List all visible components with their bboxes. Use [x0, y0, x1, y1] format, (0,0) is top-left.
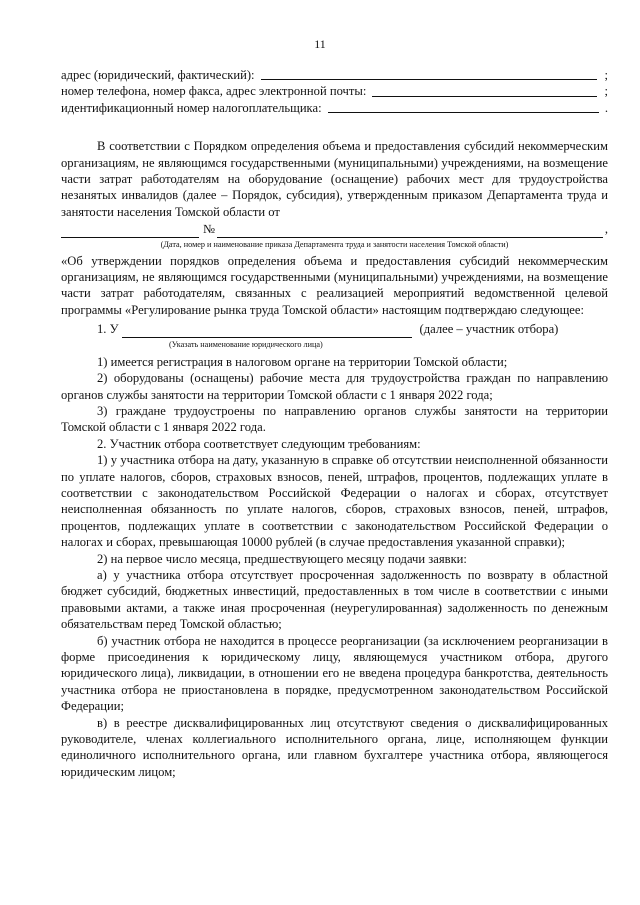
order-number-sign: №	[203, 222, 216, 237]
phone-blank[interactable]	[372, 96, 596, 97]
order-title-blank[interactable]	[217, 225, 603, 238]
paragraph-2-2-c: в) в реестре дисквалифицированных лиц отсутствуют сведения о дисквалифицированных руководителе, членах коллегиального исполнительного органа, лице, исполняющем функции единоличного исполнительного органа, или главном бухгалтере участника отбора, являющегося юридическим лицом;	[61, 715, 608, 779]
item-1-line	[61, 321, 608, 337]
phone-label: номер телефона, номер факса, адрес электронной почты:	[61, 84, 367, 99]
item-1-prefix: 1. У	[97, 322, 119, 337]
address-label: адрес (юридический, фактический):	[61, 68, 255, 82]
order-line	[61, 221, 608, 237]
inn-label: идентификационный номер налогоплательщика:	[61, 100, 322, 115]
paragraph-1-1: 1) имеется регистрация в налоговом органе на территории Томской области;	[97, 354, 508, 369]
phone-end: ;	[604, 84, 608, 99]
order-date-blank[interactable]	[61, 225, 199, 238]
paragraph-2-2-a: а) у участника отбора отсутствует просроченная задолженность по возврату в областной бюджет субсидий, бюджетных инвестиций, предоставленных в том числе в соответствии с иными правовыми актами, а также иная просроченная (неурегулированная) задолженность по денежным обязательствам перед Томской областью;	[61, 567, 608, 632]
address-field	[61, 67, 608, 83]
paragraph-1-2: 2) оборудованы (оснащены) рабочие места для трудоустройства граждан по направлению органов службы занятости на территории Томской области с 1 января 2022 года;	[61, 371, 608, 402]
paragraph-2-2-b: б) участник отбора не находится в процессе реорганизации (за исключением реорганизации в форме присоединения к юридическому лицу, являющемуся участником отбора, другого юридического лица), ликвидации, в отношении его не введена процедура банкротства, деятельность участника отбора не приостановлена в порядке, предусмотренном законодательством Российской Федерации;	[61, 633, 608, 714]
item-1-suffix: (далее – участник отбора)	[419, 322, 559, 337]
order-hint: (Дата, номер и наименование приказа Департамента труда и занятости населения Томской области)	[160, 239, 509, 249]
order-line-end: ,	[604, 222, 608, 237]
intro-paragraph: В соответствии с Порядком определения объема и предоставления субсидий некоммерческим организациям, не являющимся государственными (муниципальными) учреждениями, на возмещение части затрат работодателям на оборудование (оснащение) рабочих мест для трудоустройства незанятых инвалидов (далее – Порядок, субсидия), утвержденным приказом Департамента труда и занятости населения Томской области от	[61, 139, 608, 219]
participant-name-blank[interactable]	[122, 325, 412, 338]
phone-field	[61, 83, 608, 99]
item-2-heading: 2. Участник отбора соответствует следующим требованиям:	[97, 436, 421, 451]
paragraph-1-3: 3) граждане трудоустроены по направлению органов службы занятости на территории Томской области с 1 января 2022 года.	[61, 403, 608, 435]
paragraph-2-1: 1) у участника отбора на дату, указанную в справке об отсутствии неисполненной обязанности по уплате налогов, сборов, страховых взносов, пеней, штрафов, процентов, подлежащих уплате в соответствии с законодательством Российской Федерации о налогах и сборах, отсутствует неисполненная обязанность по уплате налогов, сборов, страховых взносов, пеней, штрафов, процентов, подлежащих уплате в соответствии с законодательством Российской Федерации о налогах и сборах, превышающая 10000 рублей (в случае предоставления указанной справки);	[61, 453, 608, 550]
inn-end: .	[604, 100, 608, 115]
address-blank[interactable]	[261, 79, 597, 80]
document-body	[61, 67, 608, 780]
address-end: ;	[604, 68, 608, 82]
paragraph-2-2: 2) на первое число месяца, предшествующего месяцу подачи заявки:	[97, 551, 467, 566]
order-title-paragraph: «Об утверждении порядков определения объема и предоставления субсидий некоммерческим организациям, не являющимся государственными (муниципальными) учреждениями, на возмещение части затрат работодателям, связанных с реализацией мероприятий ведомственной целевой программы «Регулирование рынка труда Томской области» настоящим подтверждаю следующее:	[61, 253, 608, 317]
item-1-hint: (Указать наименование юридического лица)	[169, 339, 323, 349]
inn-field	[61, 100, 608, 116]
page-number: 11	[314, 37, 326, 51]
inn-blank[interactable]	[328, 112, 599, 113]
